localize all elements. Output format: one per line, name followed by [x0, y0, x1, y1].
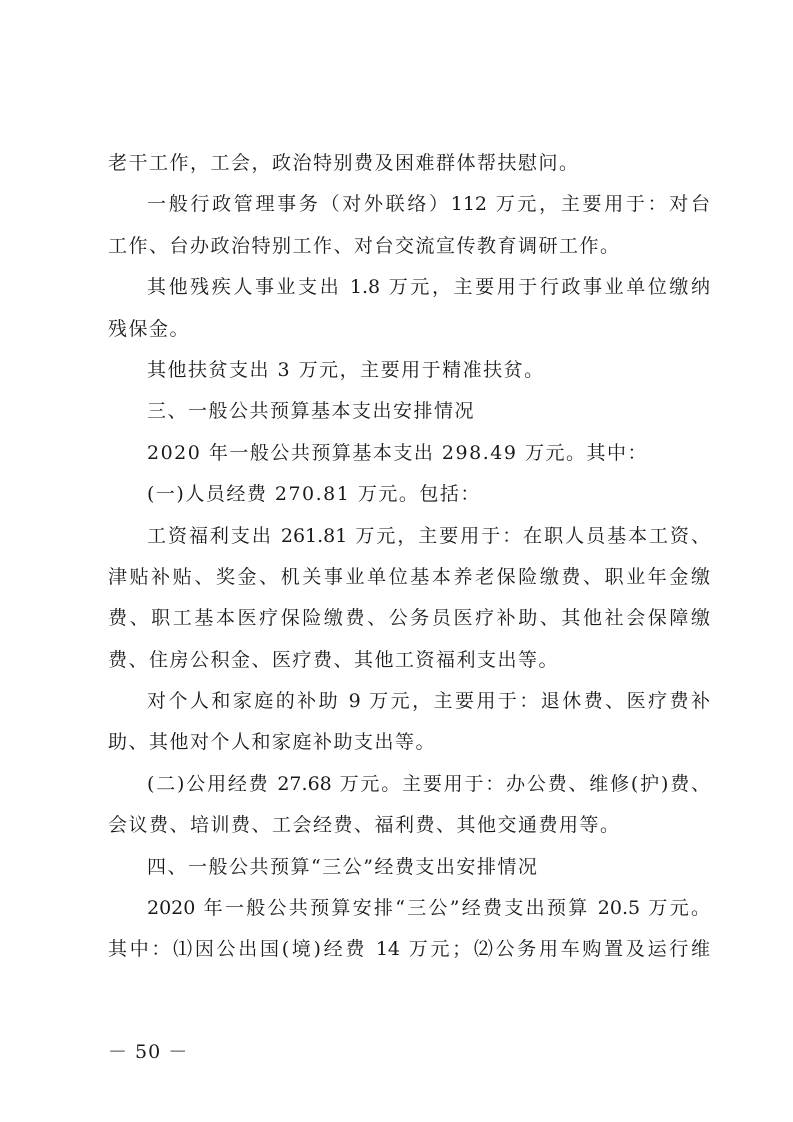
section-heading: 四、一般公共预算“三公”经费支出安排情况	[147, 855, 539, 878]
text-line: 助、其他对个人和家庭补助支出等。	[108, 731, 437, 754]
text-line: 残保金。	[108, 317, 191, 340]
section-heading: 三、一般公共预算基本支出安排情况	[147, 400, 476, 423]
text-line: 工作、台办政治特别工作、对台交流宣传教育调研工作。	[108, 234, 621, 257]
text-line: 一般行政管理事务（对外联络）112 万元，主要用于：对台	[147, 193, 710, 216]
body-text	[108, 143, 710, 971]
text-line: 津贴补贴、奖金、机关事业单位基本养老保险缴费、职业年金缴	[108, 565, 710, 588]
text-line: 其中：⑴因公出国(境)经费 14 万元；⑵公务用车购置及运行维	[108, 938, 710, 961]
text-line: 老干工作，工会，政治特别费及困难群体帮扶慰问。	[108, 152, 580, 174]
text-line: 2020 年一般公共预算安排“三公”经费支出预算 20.5 万元。	[147, 897, 710, 920]
text-line: 其他残疾人事业支出 1.8 万元，主要用于行政事业单位缴纳	[147, 276, 710, 299]
text-line: 会议费、培训费、工会经费、福利费、其他交通费用等。	[108, 814, 621, 837]
text-line: 对个人和家庭的补助 9 万元，主要用于：退休费、医疗费补	[147, 690, 710, 713]
text-line: 工资福利支出 261.81 万元，主要用于：在职人员基本工资、	[147, 524, 710, 547]
text-line: 费、住房公积金、医疗费、其他工资福利支出等。	[108, 648, 560, 671]
subsection-heading: (二)公用经费 27.68 万元。主要用于：办公费、维修(护)费、	[147, 772, 710, 795]
text-line: 费、职工基本医疗保险缴费、公务员医疗补助、其他社会保障缴	[108, 607, 710, 630]
subsection-heading: (一)人员经费 270.81 万元。包括：	[147, 483, 481, 506]
text-line: 其他扶贫支出 3 万元，主要用于精准扶贫。	[147, 358, 545, 381]
text-line: 2020 年一般公共预算基本支出 298.49 万元。其中：	[147, 441, 648, 464]
page-number: － 50 －	[108, 1041, 189, 1063]
